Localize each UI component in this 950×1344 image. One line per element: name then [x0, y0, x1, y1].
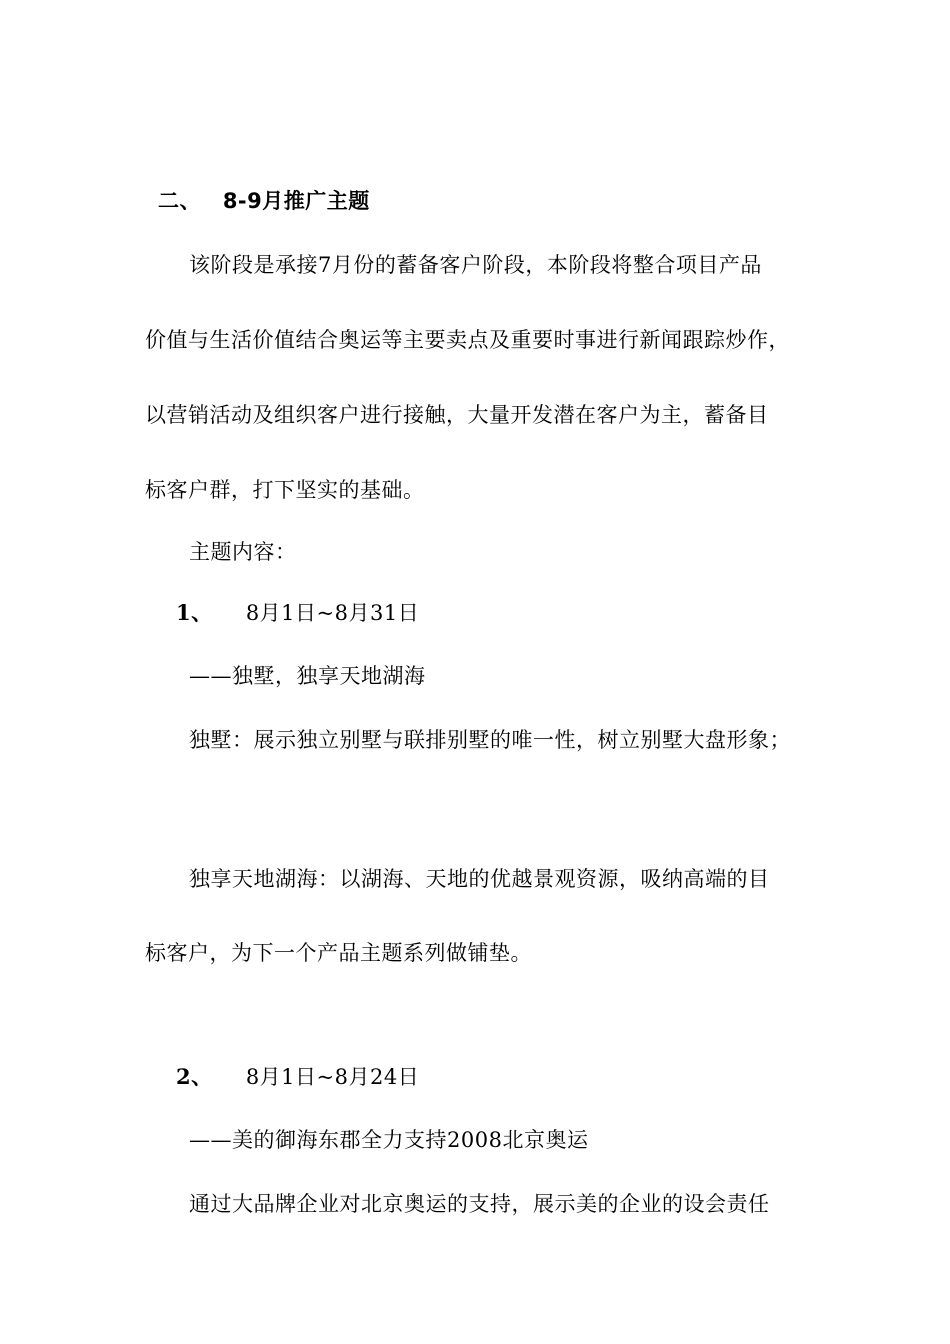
item-1-date: 8月1日~8月31日 [245, 601, 420, 625]
item-2-slogan: ——美的御海东郡全力支持2008北京奥运 [189, 1128, 589, 1152]
item-2-heading [176, 1062, 419, 1092]
section-heading-number: 二、 [158, 189, 201, 213]
item-1-description: 独享天地湖海：以湖海、天地的优越景观资源，吸纳高端的目 [189, 867, 770, 891]
item-2-date: 8月1日~8月24日 [245, 1065, 420, 1089]
item-2-number: 2、 [176, 1064, 213, 1089]
content-label: 主题内容： [189, 540, 297, 564]
intro-paragraph-line: 价值与生活价值结合奥运等主要卖点及重要时事进行新闻跟踪炒作， [145, 328, 790, 352]
intro-paragraph-line: 标客户群，打下坚实的基础。 [145, 478, 425, 502]
item-2-description: 通过大品牌企业对北京奥运的支持，展示美的企业的设会责任 [189, 1192, 770, 1216]
item-1-heading [176, 598, 419, 628]
intro-paragraph-line: 该阶段是承接7月份的蓄备客户阶段，本阶段将整合项目产品 [189, 253, 762, 277]
intro-paragraph-line: 以营销活动及组织客户进行接触，大量开发潜在客户为主，蓄备目 [145, 403, 769, 427]
item-1-description: 独墅：展示独立别墅与联排别墅的唯一性，树立别墅大盘形象； [189, 728, 791, 752]
item-1-slogan: ——独墅，独享天地湖海 [189, 664, 426, 688]
section-heading-text: 8-9月推广主题 [222, 189, 370, 213]
item-1-number: 1、 [176, 600, 213, 625]
item-1-description: 标客户，为下一个产品主题系列做铺垫。 [145, 941, 532, 965]
section-heading [158, 186, 370, 216]
